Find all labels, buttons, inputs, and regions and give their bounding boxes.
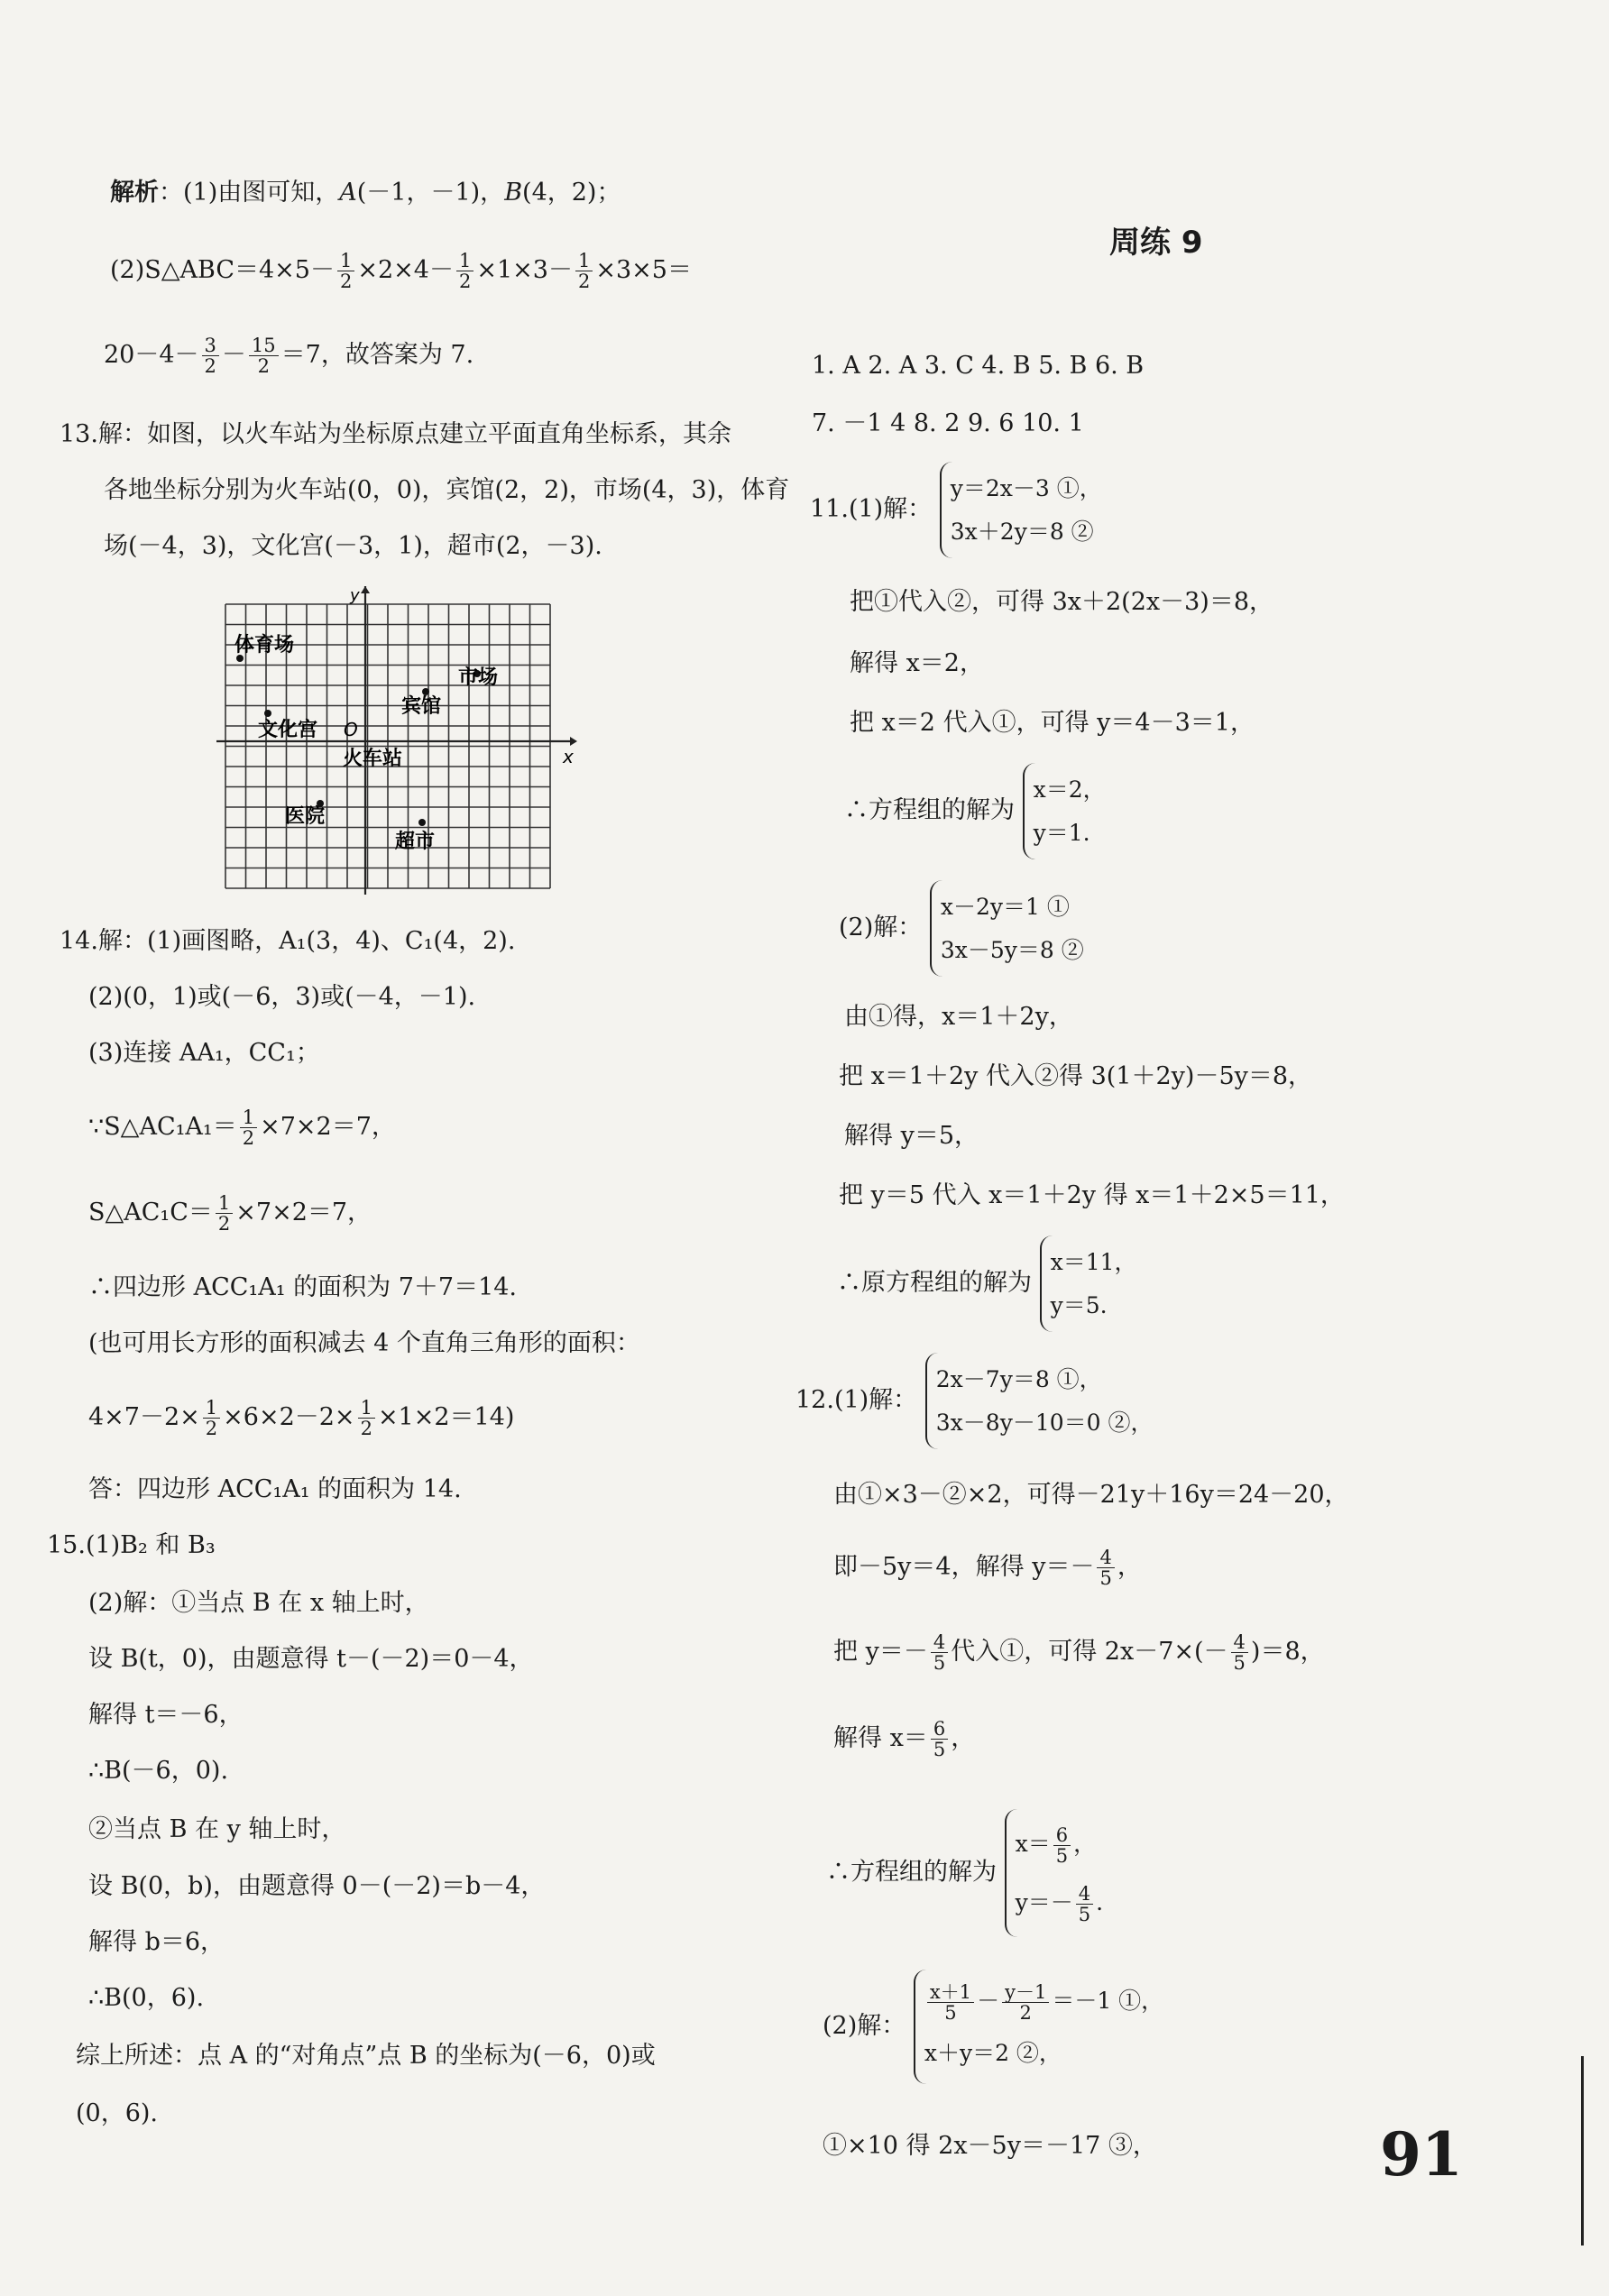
q14-line-6: ∴四边形 ACC₁A₁ 的面积为 7＋7＝14. <box>88 1273 518 1301</box>
q11-1: 11.(1)解： y＝2x－3 ①， 3x＋2y＝8 ② <box>810 462 1102 558</box>
q15-line-11: (0，6). <box>76 2099 159 2127</box>
q12-1: 12.(1)解： 2x－7y＝8 ①， 3x－8y－10＝0 ②， <box>795 1353 1153 1449</box>
q11b-step-3: 解得 y＝5， <box>844 1122 979 1150</box>
fraction: $\frac{6}{5}$ <box>931 1719 948 1759</box>
solution-system: x＝2， y＝1. <box>1023 763 1106 859</box>
fraction: $\frac{4}{5}$ <box>1076 1884 1093 1924</box>
answers-row-2: 7. －1 4 8. 2 9. 6 10. 1 <box>812 409 1084 437</box>
q15-line-4: 解得 t＝－6， <box>88 1701 244 1729</box>
q14-answer: 答：四边形 ACC₁A₁ 的面积为 14. <box>88 1475 462 1503</box>
label-market: 市场 <box>458 666 499 689</box>
fraction: $\frac{4}{5}$ <box>931 1632 948 1673</box>
q15-line-8: 解得 b＝6， <box>88 1928 225 1956</box>
q15-line-9: ∴B(0，6). <box>88 1984 205 2012</box>
answers-row-1: 1. A 2. A 3. C 4. B 5. B 6. B <box>812 352 1145 380</box>
q11-step-2: 解得 x＝2， <box>850 649 984 677</box>
q11-step-3: 把 x＝2 代入①，可得 y＝4－3＝1， <box>850 709 1255 737</box>
q11b-step-1: 由①得，x＝1＋2y， <box>844 1003 1073 1031</box>
q14-line-1: 14.解：(1)画图略，A₁(3，4)、C₁(4，2). <box>60 927 516 955</box>
label-hotel: 宾馆 <box>401 695 442 718</box>
analysis-line-3: 20－4－ $\frac{3}{2}$ － $\frac{15}{2}$ ＝7，故答案为 7. <box>104 335 474 378</box>
label-train-station: 火车站 <box>343 748 403 770</box>
q11b-step-2: 把 x＝1＋2y 代入②得 3(1＋2y)－5y＝8， <box>839 1062 1313 1090</box>
label-origin: O <box>344 719 358 740</box>
q14-line-4: ∵S△AC₁A₁＝ $\frac{1}{2}$ ×7×2＝7， <box>88 1107 396 1150</box>
fraction: $\frac{15}{2}$ <box>249 335 279 376</box>
q14-line-2: (2)(0，1)或(－6，3)或(－4，－1). <box>88 983 476 1011</box>
fraction: $\frac{4}{5}$ <box>1231 1632 1248 1673</box>
fraction: $\frac{1}{2}$ <box>203 1398 220 1438</box>
fraction: $\frac{3}{2}$ <box>202 335 219 376</box>
q13-line-3: 场(－4，3)，文化宫(－3，1)，超市(2，－3). <box>104 532 602 560</box>
q11-step-1: 把①代入②，可得 3x＋2(2x－3)＝8， <box>850 588 1273 616</box>
q14-line-7: (也可用长方形的面积减去 4 个直角三角形的面积： <box>88 1329 640 1357</box>
q11-solution: ∴方程组的解为 x＝2， y＝1. <box>844 763 1106 859</box>
fraction: $\frac{1}{2}$ <box>358 1398 375 1438</box>
q12-step-4: 解得 x＝ $\frac{6}{5}$ ， <box>833 1718 976 1761</box>
q12-solution: ∴方程组的解为 x＝ $\frac{6}{5}$ ， y＝－ $\frac{4}{5}$ . <box>826 1809 1103 1937</box>
x-axis-label: x <box>563 746 574 767</box>
fraction: $\frac{6}{5}$ <box>1053 1825 1071 1866</box>
page-edge-line <box>1581 2056 1584 2245</box>
label-hospital: 医院 <box>285 805 326 828</box>
equation-system: 2x－7y＝8 ①， 3x－8y－10＝0 ②， <box>925 1353 1154 1449</box>
q15-line-6: ②当点 B 在 y 轴上时， <box>88 1815 346 1843</box>
q11b-step-4: 把 y＝5 代入 x＝1＋2y 得 x＝1＋2×5＝11， <box>839 1181 1345 1209</box>
fraction: $\frac{1}{2}$ <box>240 1107 257 1148</box>
q15-line-2: (2)解：①当点 B 在 x 轴上时， <box>88 1589 429 1617</box>
label-cultural-palace: 文化宫 <box>258 719 318 741</box>
q15-line-1: 15.(1)B₂ 和 B₃ <box>47 1531 216 1559</box>
equation-system: y＝2x－3 ①， 3x＋2y＝8 ② <box>940 462 1102 558</box>
q15-line-3: 设 B(t，0)，由题意得 t－(－2)＝0－4， <box>88 1645 534 1673</box>
solution-system: x＝ $\frac{6}{5}$ ， y＝－ $\frac{4}{5}$ . <box>1005 1809 1103 1937</box>
q15-line-10: 综上所述：点 A 的“对角点”点 B 的坐标为(－6，0)或 <box>76 2042 656 2070</box>
page-title: 周练 9 <box>1109 225 1203 261</box>
fraction: $\frac{1}{2}$ <box>337 251 354 291</box>
q12b-step-1: ①×10 得 2x－5y＝－17 ③， <box>823 2132 1157 2160</box>
q11-2: (2)解： x－2y＝1 ① 3x－5y＝8 ② <box>839 880 1084 977</box>
label-stadium: 体育场 <box>234 634 295 657</box>
fraction: $\frac{1}{2}$ <box>216 1193 233 1234</box>
q14-line-5: S△AC₁C＝ $\frac{1}{2}$ ×7×2＝7， <box>88 1192 372 1235</box>
fraction: $\frac{1}{2}$ <box>575 251 593 291</box>
solution-system: x＝11， y＝5. <box>1040 1235 1137 1332</box>
q11b-solution: ∴原方程组的解为 x＝11， y＝5. <box>837 1235 1137 1332</box>
q13-line-2: 各地坐标分别为火车站(0，0)，宾馆(2，2)，市场(4，3)，体育 <box>104 476 790 504</box>
analysis-line-1: 解析：(1)由图可知，A(－1，－1)，B(4，2)； <box>110 179 621 207</box>
fraction: $\frac{y-1}{2}$ <box>1002 1982 1049 2023</box>
page-number: 91 <box>1380 2119 1463 2190</box>
fraction: $\frac{1}{2}$ <box>456 251 474 291</box>
q15-line-7: 设 B(0，b)，由题意得 0－(－2)＝b－4， <box>88 1872 546 1900</box>
q15-line-5: ∴B(－6，0). <box>88 1757 229 1785</box>
q13-line-1: 13.解：如图，以火车站为坐标原点建立平面直角坐标系，其余 <box>60 420 731 448</box>
q12-step-2: 即－5y＝4，解得 y＝－ $\frac{4}{5}$ ， <box>833 1547 1142 1590</box>
q12-2: (2)解： $\frac{x+1}{5}$ － $\frac{y-1}{2}$ ＝－1 ①， x＋y＝2 ②， <box>823 1970 1163 2084</box>
y-axis-label: y <box>350 586 360 605</box>
q14-line-8: 4×7－2× $\frac{1}{2}$ ×6×2－2× $\frac{1}{2}$ ×1×2＝14) <box>88 1397 515 1440</box>
fraction: $\frac{x+1}{5}$ <box>927 1982 974 2023</box>
q12-step-1: 由①×3－②×2，可得－21y＋16y＝24－20， <box>833 1481 1349 1509</box>
equation-system: x－2y＝1 ① 3x－5y＝8 ② <box>930 880 1084 977</box>
q12-step-3: 把 y＝－ $\frac{4}{5}$ 代入①，可得 2x－7×(－ $\frac{4}{5}$ )＝8， <box>833 1631 1325 1675</box>
q14-line-3: (3)连接 AA₁，CC₁； <box>88 1039 320 1067</box>
fraction: $\frac{4}{5}$ <box>1097 1548 1114 1588</box>
equation-system: $\frac{x+1}{5}$ － $\frac{y-1}{2}$ ＝－1 ①， x＋y＝2 ②， <box>914 1970 1163 2084</box>
label-supermarket: 超市 <box>395 831 436 853</box>
analysis-line-2: (2)S△ABC＝4×5－ $\frac{1}{2}$ ×2×4－ $\frac{1}{2}$ ×1×3－ $\frac{1}{2}$ ×3×5＝ <box>110 250 692 293</box>
